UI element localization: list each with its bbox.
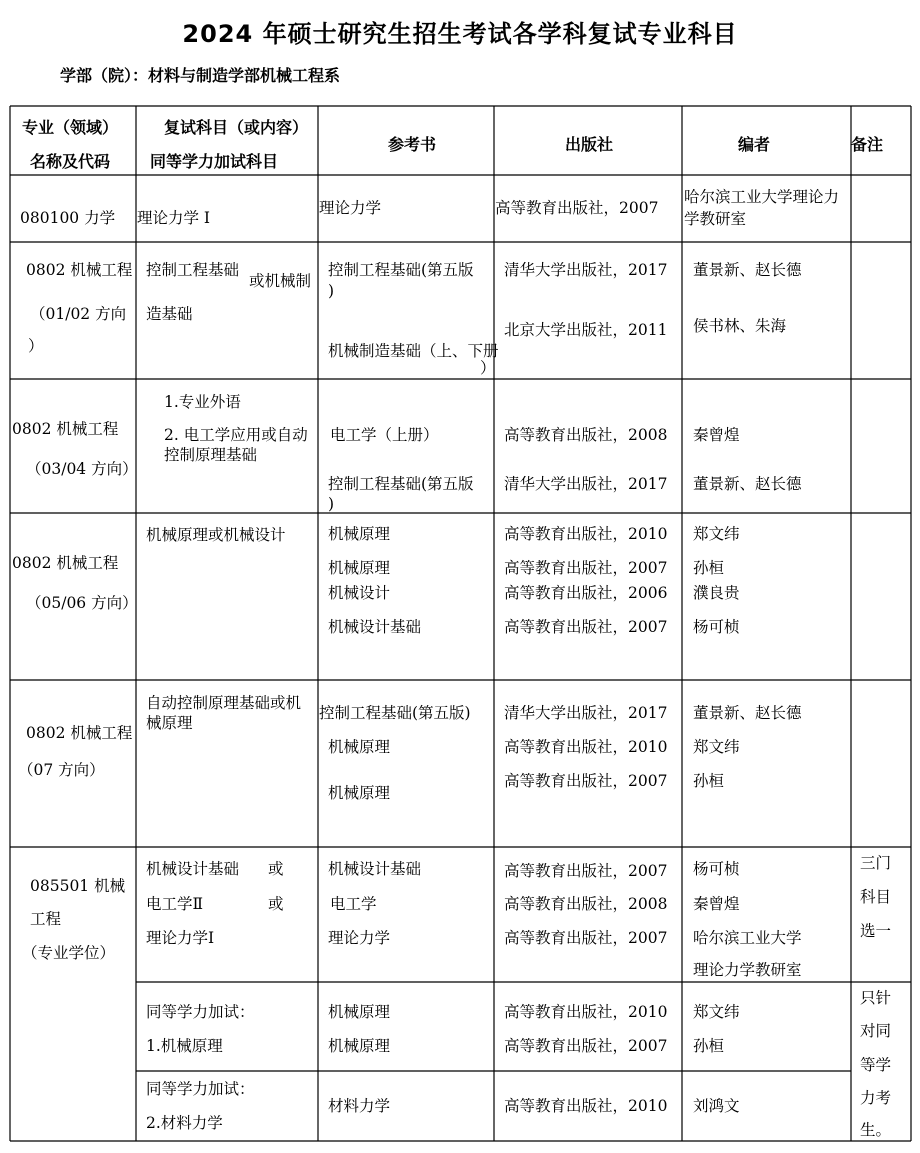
header-author: 编者 bbox=[738, 135, 771, 154]
row5-author-3: 理论力学教研室 bbox=[693, 961, 802, 979]
row5-note-0: 三门 bbox=[860, 854, 892, 872]
row6-note-3: 力考 bbox=[860, 1089, 892, 1107]
row1-author-1: 侯书林、朱海 bbox=[693, 317, 787, 335]
row4-major-line2: （07 方向） bbox=[18, 761, 105, 779]
row6-publisher-1: 高等教育出版社，2007 bbox=[504, 1037, 668, 1055]
header-major-line2: 名称及代码 bbox=[30, 152, 111, 171]
row6-book-0: 机械原理 bbox=[328, 1003, 391, 1021]
row3-publisher-3: 高等教育出版社，2007 bbox=[504, 618, 668, 636]
row2-subject-0: 1.专业外语 bbox=[164, 393, 241, 411]
row2-publisher-0: 高等教育出版社，2008 bbox=[504, 426, 668, 444]
row3-major-line1: 0802 机械工程 bbox=[12, 554, 119, 572]
row3-major-line2: （05/06 方向） bbox=[26, 594, 138, 612]
row5-major-line1: 085501 机械 bbox=[30, 877, 126, 895]
row4-subject-0: 自动控制原理基础或机 bbox=[146, 694, 302, 712]
row6-book-1: 机械原理 bbox=[328, 1037, 391, 1055]
row1-subject-c: 造基础 bbox=[146, 305, 193, 323]
row3-subject: 机械原理或机械设计 bbox=[146, 526, 286, 544]
row1-major-line2: （01/02 方向 bbox=[30, 305, 127, 323]
row7-subject-1: 2.材料力学 bbox=[146, 1114, 223, 1132]
header-subject-line1: 复试科目（或内容） bbox=[164, 118, 309, 137]
row2-subject-2: 控制原理基础 bbox=[164, 446, 258, 464]
row6-note-1: 对同 bbox=[860, 1022, 892, 1040]
row5-major-line2: 工程 bbox=[30, 910, 62, 928]
row3-book-1: 机械原理 bbox=[328, 559, 391, 577]
row1-major-line3: ） bbox=[28, 337, 44, 355]
row4-major-line1: 0802 机械工程 bbox=[26, 724, 133, 742]
row3-publisher-0: 高等教育出版社，2010 bbox=[504, 525, 668, 543]
row5-major-line3: （专业学位） bbox=[22, 944, 116, 962]
row5-note-1: 科目 bbox=[860, 888, 892, 906]
row6-author-1: 孙桓 bbox=[693, 1037, 725, 1055]
row2-book-1: 控制工程基础(第五版 bbox=[328, 475, 474, 493]
row4-author-1: 郑文纬 bbox=[693, 738, 740, 756]
row5-author-1: 秦曾煌 bbox=[693, 895, 740, 913]
row5-publisher-2: 高等教育出版社，2007 bbox=[504, 929, 668, 947]
row5-author-2: 哈尔滨工业大学 bbox=[693, 929, 802, 947]
row1-publisher-0: 清华大学出版社，2017 bbox=[504, 261, 668, 279]
row3-author-2: 濮良贵 bbox=[693, 584, 740, 602]
row2-book-0: 电工学（上册） bbox=[330, 426, 439, 444]
row1-subject-b: 或机械制 bbox=[249, 272, 312, 290]
row4-subject-1: 械原理 bbox=[146, 714, 193, 732]
row2-major-line2: （03/04 方向） bbox=[26, 460, 138, 478]
row3-author-3: 杨可桢 bbox=[693, 618, 740, 636]
row4-author-0: 董景新、赵长德 bbox=[693, 704, 802, 722]
row5-publisher-1: 高等教育出版社，2008 bbox=[504, 895, 668, 913]
row1-book-0: 控制工程基础(第五版 bbox=[328, 261, 474, 279]
header-note: 备注 bbox=[851, 135, 884, 154]
row4-publisher-1: 高等教育出版社，2010 bbox=[504, 738, 668, 756]
row5-subject-2: 理论力学Ⅰ bbox=[146, 929, 215, 947]
row0-subject: 理论力学 I bbox=[137, 209, 211, 227]
row7-book-0: 材料力学 bbox=[328, 1097, 391, 1115]
row6-note-2: 等学 bbox=[860, 1056, 892, 1074]
row5-subject-1: 电工学Ⅱ bbox=[146, 895, 204, 913]
header-publisher: 出版社 bbox=[565, 135, 614, 154]
row5-subject-or-1: 或 bbox=[268, 895, 284, 913]
row5-note-2: 选一 bbox=[860, 922, 892, 940]
row1-publisher-1: 北京大学出版社，2011 bbox=[504, 321, 668, 339]
row5-publisher-0: 高等教育出版社，2007 bbox=[504, 862, 668, 880]
row4-book-1: 机械原理 bbox=[328, 738, 391, 756]
row1-book-0-cont: ) bbox=[328, 282, 335, 300]
row4-author-2: 孙桓 bbox=[693, 772, 725, 790]
row5-subject-0: 机械设计基础 bbox=[146, 860, 240, 878]
row5-book-2: 理论力学 bbox=[328, 929, 391, 947]
row0-publisher: 高等教育出版社，2007 bbox=[495, 199, 659, 217]
row6-publisher-0: 高等教育出版社，2010 bbox=[504, 1003, 668, 1021]
row5-book-1: 电工学 bbox=[330, 895, 377, 913]
row7-publisher-0: 高等教育出版社，2010 bbox=[504, 1097, 668, 1115]
row3-publisher-2: 高等教育出版社，2006 bbox=[504, 584, 668, 602]
row2-subject-1: 2. 电工学应用或自动 bbox=[164, 426, 308, 444]
row3-author-1: 孙桓 bbox=[693, 559, 725, 577]
row3-book-2: 机械设计 bbox=[328, 584, 391, 602]
row0-author: 哈尔滨工业大学理论力学教研室 bbox=[684, 188, 840, 228]
row5-author-0: 杨可桢 bbox=[693, 860, 740, 878]
department-label: 学部（院）：材料与制造学部机械工程系 bbox=[60, 66, 341, 85]
row5-book-0: 机械设计基础 bbox=[328, 860, 422, 878]
row4-publisher-2: 高等教育出版社，2007 bbox=[504, 772, 668, 790]
row7-subject-0: 同等学力加试： bbox=[146, 1080, 255, 1098]
row1-book-1-cont: ） bbox=[480, 359, 496, 377]
row2-author-1: 董景新、赵长德 bbox=[693, 475, 802, 493]
row4-publisher-0: 清华大学出版社，2017 bbox=[504, 704, 668, 722]
row0-major: 080100 力学 bbox=[20, 209, 116, 227]
row2-major-line1: 0802 机械工程 bbox=[12, 420, 119, 438]
row4-book-0: 控制工程基础(第五版) bbox=[319, 704, 471, 722]
row1-major-line1: 0802 机械工程 bbox=[26, 261, 133, 279]
row4-book-2: 机械原理 bbox=[328, 784, 391, 802]
row0-book: 理论力学 bbox=[319, 199, 382, 217]
header-subject-line2: 同等学力加试科目 bbox=[150, 152, 279, 171]
row6-subject-0: 同等学力加试： bbox=[146, 1003, 255, 1021]
row6-note-0: 只针 bbox=[860, 989, 892, 1007]
row2-author-0: 秦曾煌 bbox=[693, 426, 740, 444]
row6-author-0: 郑文纬 bbox=[693, 1003, 740, 1021]
row5-subject-or-0: 或 bbox=[268, 860, 284, 878]
row1-author-0: 董景新、赵长德 bbox=[693, 261, 802, 279]
page-title: 2024 年硕士研究生招生考试各学科复试专业科目 bbox=[182, 20, 738, 48]
row2-book-1-cont: ) bbox=[328, 495, 335, 513]
row3-book-0: 机械原理 bbox=[328, 525, 391, 543]
row7-author-0: 刘鸿文 bbox=[693, 1097, 740, 1115]
header-major-line1: 专业（领域） bbox=[22, 118, 119, 137]
row1-book-1: 机械制造基础（上、下册 bbox=[328, 342, 499, 360]
row2-publisher-1: 清华大学出版社，2017 bbox=[504, 475, 668, 493]
header-book: 参考书 bbox=[388, 135, 437, 154]
row3-book-3: 机械设计基础 bbox=[328, 618, 422, 636]
row3-publisher-1: 高等教育出版社，2007 bbox=[504, 559, 668, 577]
row3-author-0: 郑文纬 bbox=[693, 525, 740, 543]
row1-subject-a: 控制工程基础 bbox=[146, 261, 240, 279]
row6-note-4: 生。 bbox=[860, 1121, 892, 1139]
row6-subject-1: 1.机械原理 bbox=[146, 1037, 223, 1055]
